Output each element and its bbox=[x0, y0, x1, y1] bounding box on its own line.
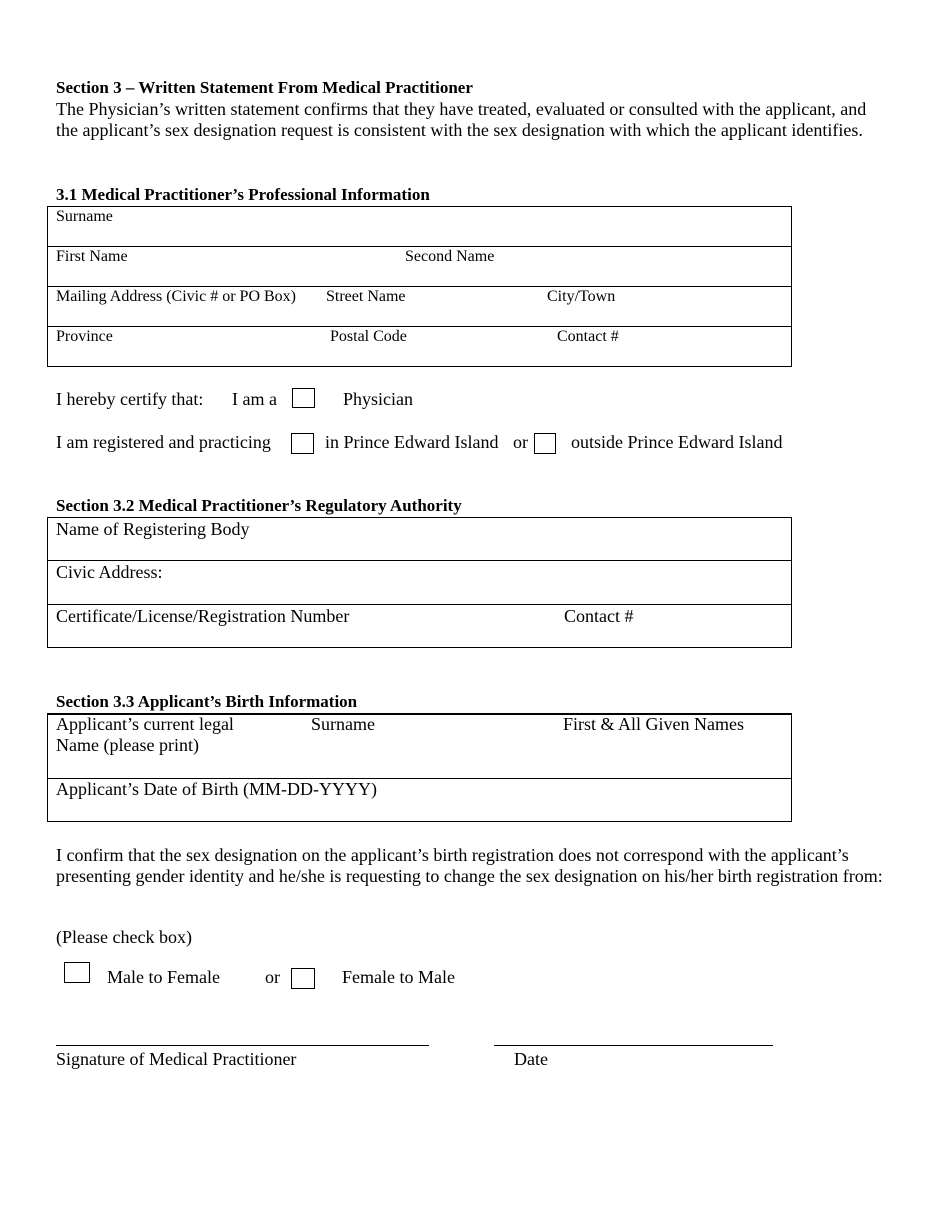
registered-prefix: I am registered and practicing bbox=[56, 432, 271, 452]
province-field[interactable]: Province bbox=[56, 328, 113, 345]
legal-name-label-line1: Applicant’s current legal bbox=[56, 714, 234, 734]
signature-line[interactable] bbox=[56, 1045, 429, 1046]
or-label: or bbox=[513, 432, 528, 452]
city-town-field[interactable]: City/Town bbox=[547, 288, 616, 305]
mailing-address-field[interactable]: Mailing Address (Civic # or PO Box) bbox=[56, 288, 296, 305]
authority-contact-field[interactable]: Contact # bbox=[564, 606, 634, 626]
row-divider bbox=[47, 326, 792, 327]
in-pei-checkbox[interactable] bbox=[291, 433, 314, 454]
date-of-birth-field[interactable]: Applicant’s Date of Birth (MM-DD-YYYY) bbox=[56, 779, 377, 799]
section-3-title: Section 3 – Written Statement From Medical Practitioner bbox=[56, 78, 473, 97]
row-divider bbox=[47, 560, 792, 561]
applicant-surname-field[interactable]: Surname bbox=[311, 714, 375, 734]
section-3-1-title: 3.1 Medical Practitioner’s Professional Information bbox=[56, 185, 430, 204]
registering-body-field[interactable]: Name of Registering Body bbox=[56, 519, 250, 539]
check-box-instruction: (Please check box) bbox=[56, 927, 192, 947]
postal-code-field[interactable]: Postal Code bbox=[330, 328, 407, 345]
or-label: or bbox=[265, 967, 280, 987]
date-line[interactable] bbox=[494, 1045, 773, 1046]
section-3-2-title: Section 3.2 Medical Practitioner’s Regulatory Authority bbox=[56, 496, 462, 515]
row-divider bbox=[47, 246, 792, 247]
confirmation-statement: I confirm that the sex designation on the applicant’s birth registration does not correspond with the applicant’s presenting gender identity and he/she is requesting to change the sex designation on his/her birth registration from: bbox=[56, 845, 883, 886]
row-divider bbox=[47, 604, 792, 605]
female-to-male-label: Female to Male bbox=[342, 967, 455, 987]
section-3-intro: The Physician’s written statement confirms that they have treated, evaluated or consulted with the applicant, and the applicant’s sex designation request is consistent with the sex designation with which the applicant identifies. bbox=[56, 99, 867, 140]
male-to-female-checkbox[interactable] bbox=[64, 962, 90, 983]
date-label: Date bbox=[514, 1049, 548, 1069]
street-name-field[interactable]: Street Name bbox=[326, 288, 406, 305]
surname-field[interactable]: Surname bbox=[56, 208, 113, 225]
contact-number-field[interactable]: Contact # bbox=[557, 328, 619, 345]
female-to-male-checkbox[interactable] bbox=[291, 968, 315, 989]
outside-pei-checkbox[interactable] bbox=[534, 433, 556, 454]
male-to-female-label: Male to Female bbox=[107, 967, 220, 987]
in-pei-label: in Prince Edward Island bbox=[325, 432, 499, 452]
first-name-field[interactable]: First Name bbox=[56, 248, 128, 265]
physician-label: Physician bbox=[343, 389, 413, 409]
civic-address-field[interactable]: Civic Address: bbox=[56, 562, 163, 582]
applicant-given-names-field[interactable]: First & All Given Names bbox=[563, 714, 744, 734]
outside-pei-label: outside Prince Edward Island bbox=[571, 432, 783, 452]
legal-name-label-line2: Name (please print) bbox=[56, 735, 199, 755]
certificate-number-field[interactable]: Certificate/License/Registration Number bbox=[56, 606, 350, 626]
second-name-field[interactable]: Second Name bbox=[405, 248, 495, 265]
signature-label: Signature of Medical Practitioner bbox=[56, 1049, 297, 1069]
certify-prefix: I hereby certify that: bbox=[56, 389, 204, 409]
i-am-a-label: I am a bbox=[232, 389, 277, 409]
section-3-3-title: Section 3.3 Applicant’s Birth Information bbox=[56, 692, 358, 711]
row-divider bbox=[47, 286, 792, 287]
physician-checkbox[interactable] bbox=[292, 388, 315, 408]
